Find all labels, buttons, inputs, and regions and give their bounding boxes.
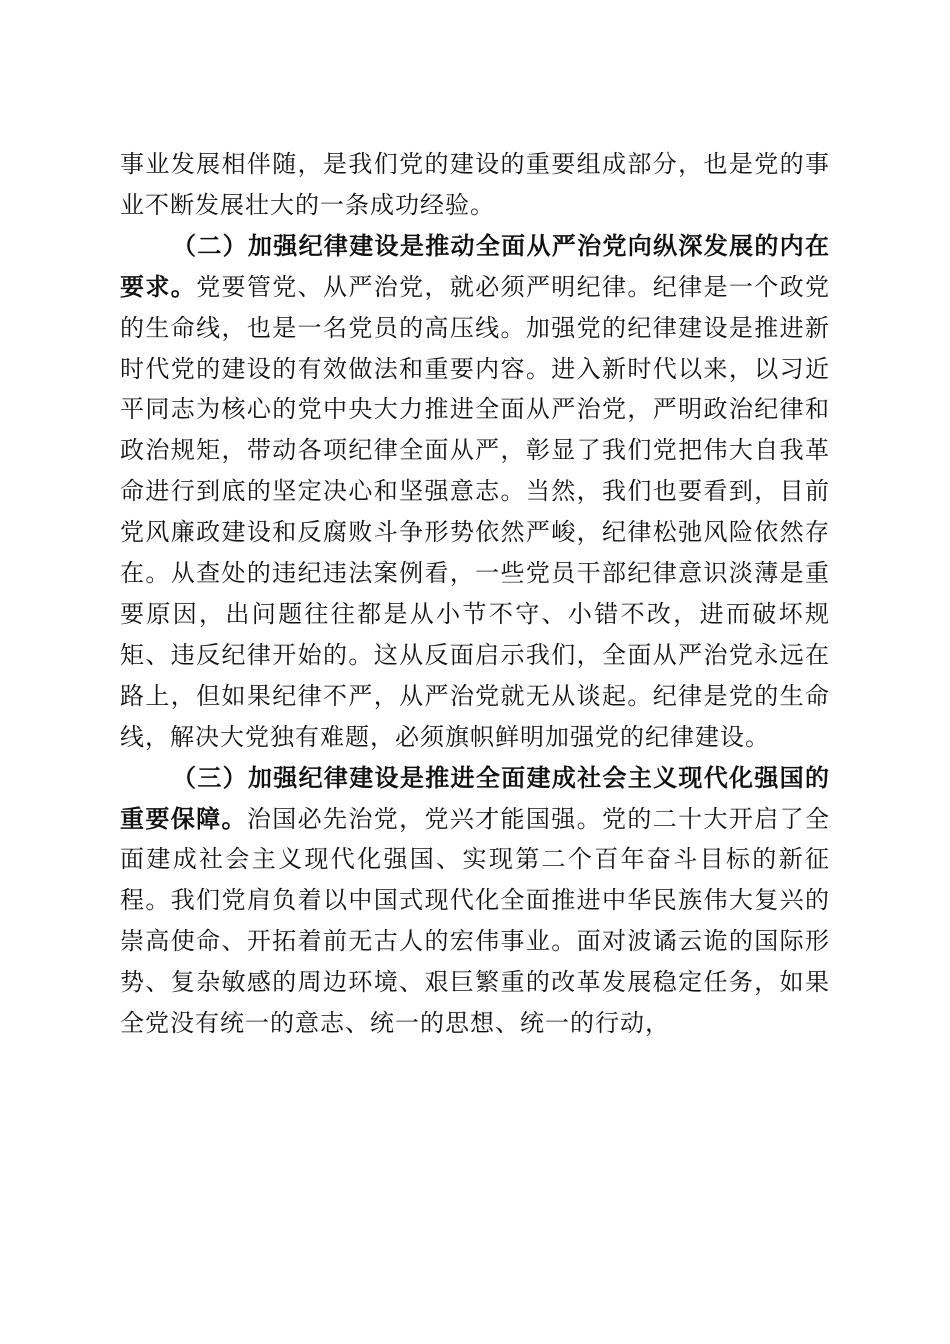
document-page <box>120 144 830 1044</box>
paragraph-text: 党要管党、从严治党，就必须严明纪律。纪律是一个政党的生命线，也是一名党员的高压线。加强党的纪律建设是推进新时代党的建设的有效做法和重要内容。进入新时代以来，以习近平同志为核心的党中央大力推进全面从严治党，严明政治纪律和政治规矩，带动各项纪律全面从严，彰显了我们党把伟大自我革命进行到底的坚定决心和坚强意志。当然，我们也要看到，目前党风廉政建设和反腐败斗争形势依然严峻，纪律松弛风险依然存在。从查处的违纪违法案例看，一些党员干部纪律意识淡薄是重要原因，出问题往往都是从小节不守、小错不改，进而破坏规矩、违反纪律开始的。这从反面启示我们，全面从严治党永远在路上，但如果纪律不严，从严治党就无从谈起。纪律是党的生命线，解决大党独有难题，必须旗帜鲜明加强党的纪律建设。 <box>120 272 831 751</box>
paragraph-text: 事业发展相伴随，是我们党的建设的重要组成部分，也是党的事业不断发展壮大的一条成功经验。 <box>120 150 830 219</box>
section-heading: （三）加强纪律建设是推进全面建成社会主义现代化强国的重要保障。 <box>120 762 830 833</box>
paragraph-continuation <box>120 144 830 226</box>
section-heading: （二）加强纪律建设是推动全面从严治党向纵深发展的内在要求。 <box>120 230 830 301</box>
paragraph-text: 治国必先治党，党兴才能国强。党的二十大开启了全面建成社会主义现代化强国、实现第二个百年奋斗目标的新征程。我们党肩负着以中国式现代化全面推进中华民族伟大复兴的崇高使命、开拓着前无古人的宏伟事业。面对波谲云诡的国际形势、复杂敏感的周边环境、艰巨繁重的改革发展稳定任务，如果全党没有统一的意志、统一的思想、统一的行动， <box>120 804 831 1038</box>
paragraph-section-3 <box>120 758 830 1044</box>
paragraph-section-2 <box>120 226 830 758</box>
